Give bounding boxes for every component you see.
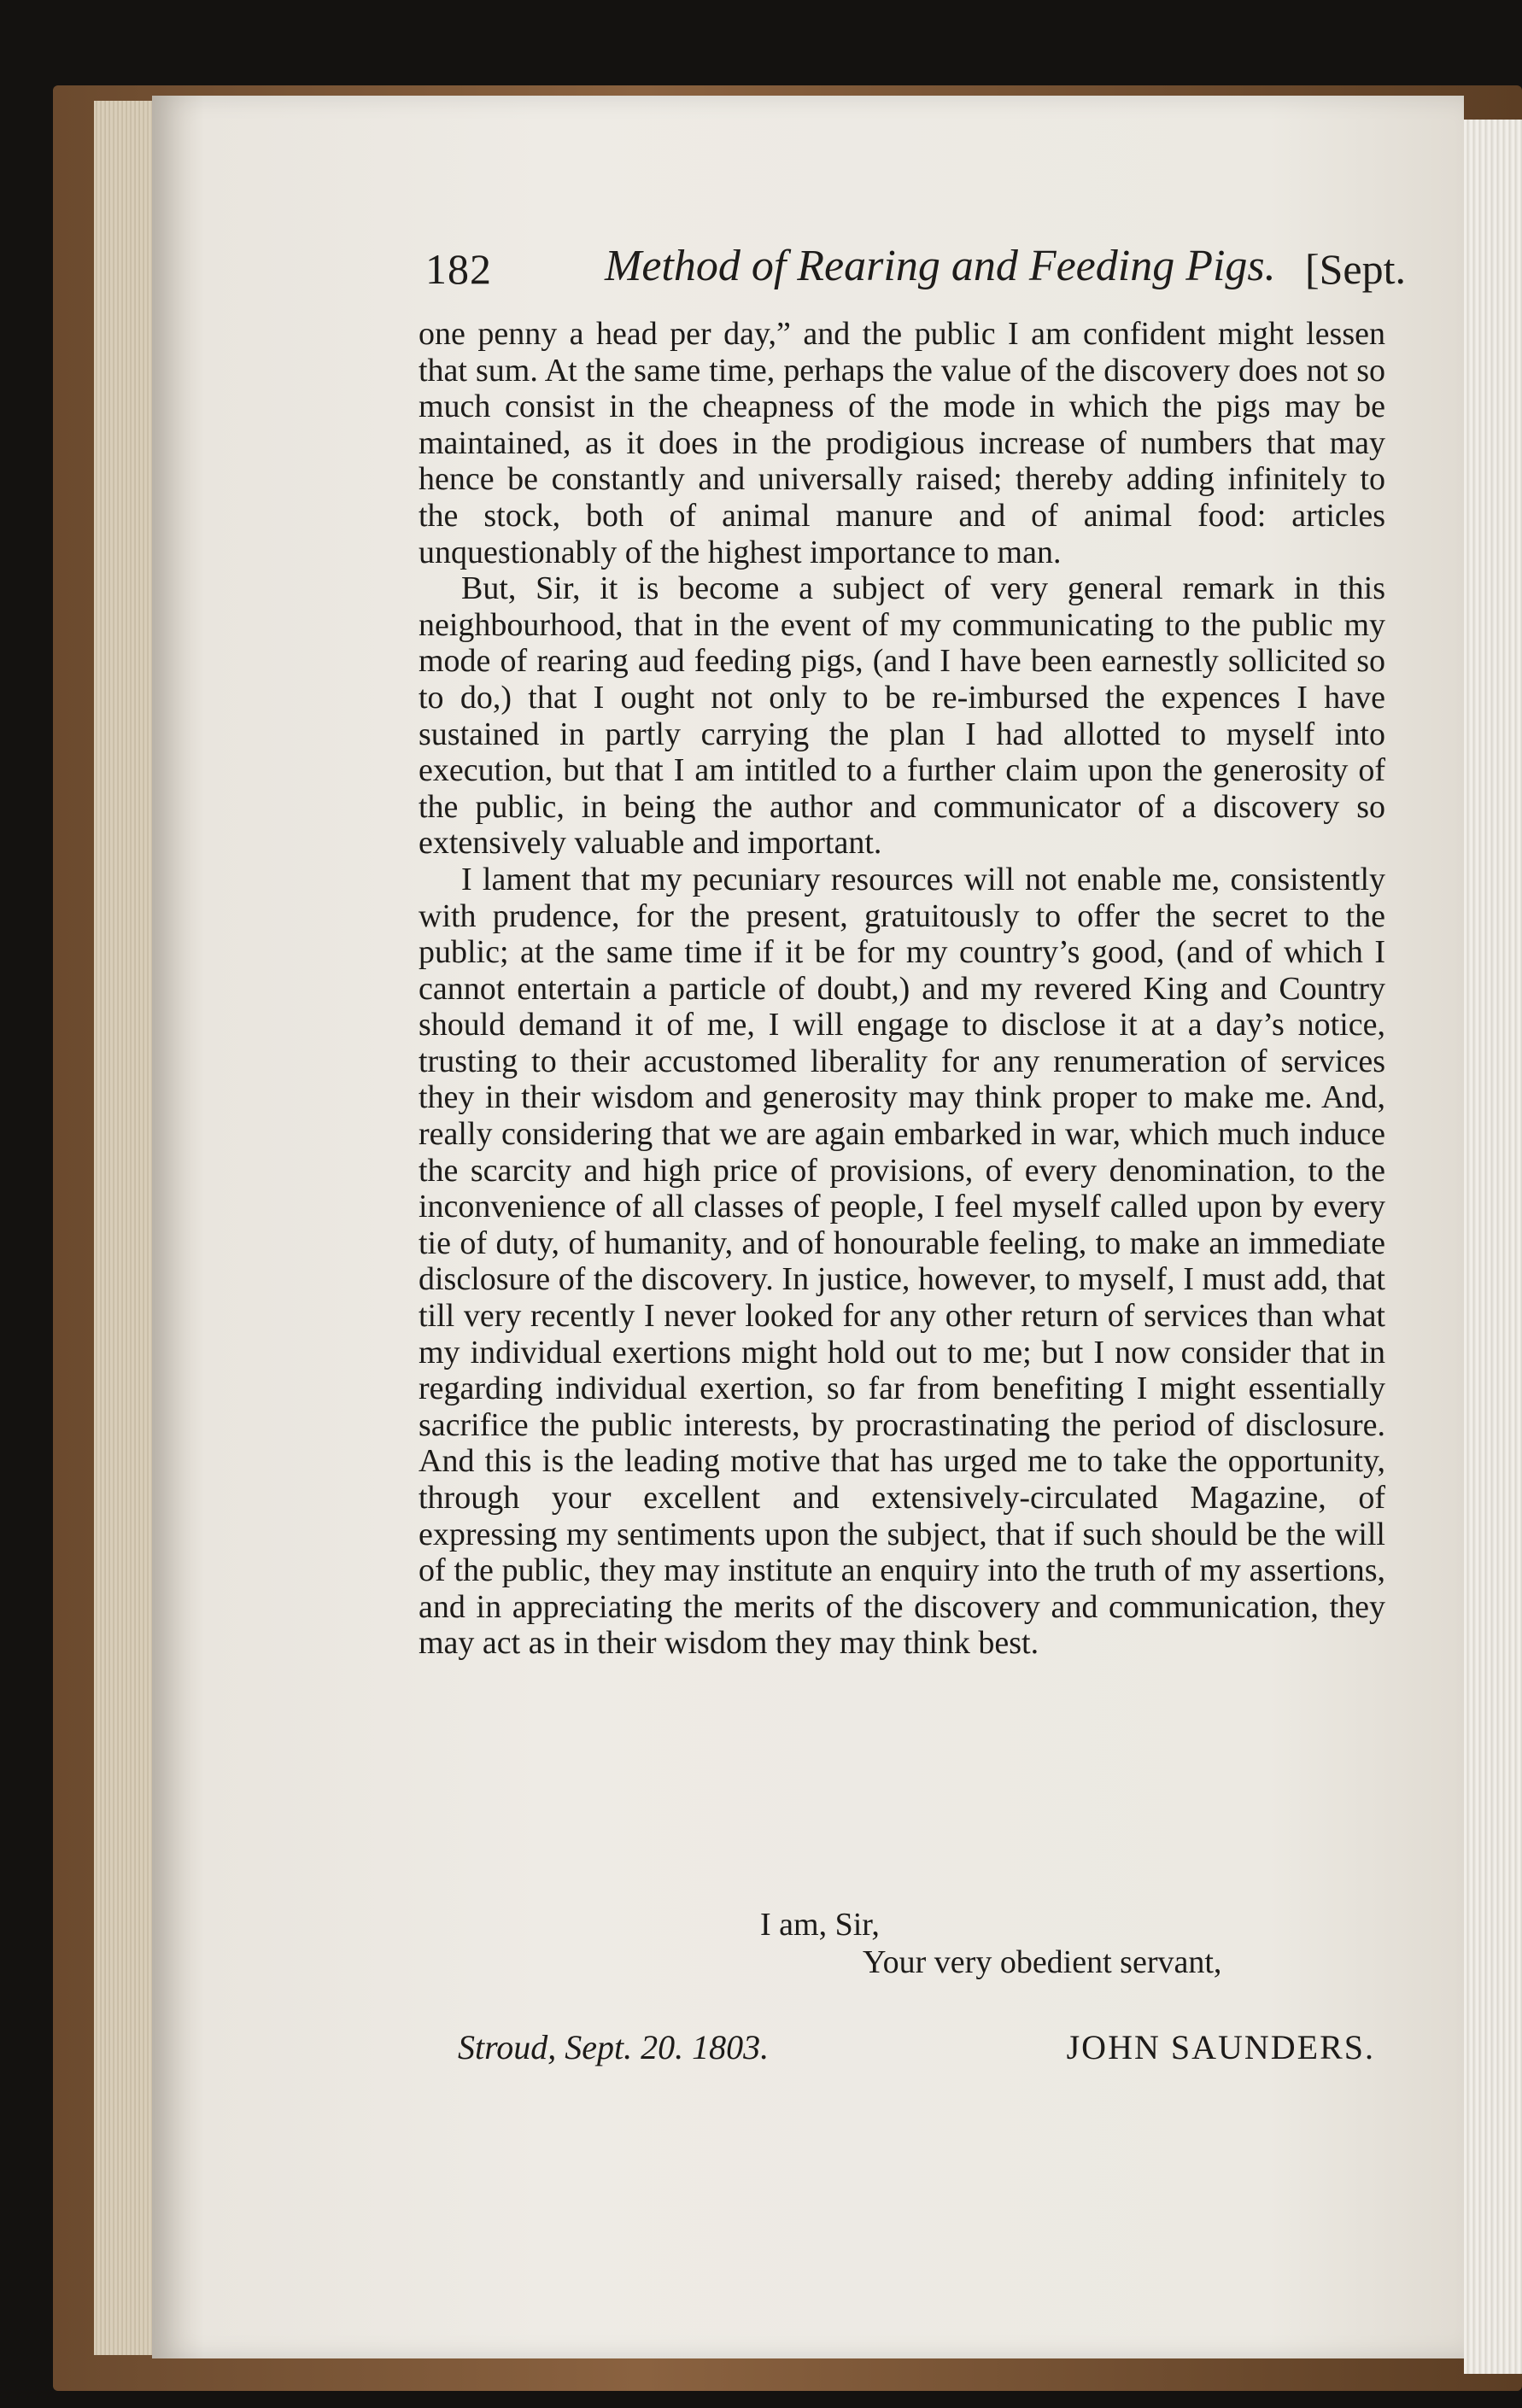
running-header [425, 241, 1406, 302]
closing-servant: Your very obedient servant, [863, 1944, 1222, 1980]
place-date: Stroud, Sept. 20. 1803. [458, 2028, 770, 2066]
letter-body [419, 316, 1385, 1662]
running-title: Method of Rearing and Feeding Pigs. [605, 242, 1276, 290]
signature-line [458, 2027, 1375, 2067]
page-number: 182 [425, 245, 492, 293]
letter-closing [419, 1906, 1385, 1981]
paragraph: one penny a head per day,” and the public I am confident might lessen that sum. At the same time, perhaps the value of the discovery does not so much consist in the cheapness of the mode in which the pigs may be maintained, as it does in the prodigious increase of numbers that may hence be constantly and universally raised; thereby adding infinitely to the stock, both of animal manure and of animal food: articles unquestionably of the highest importance to man. [419, 316, 1385, 570]
signature: JOHN SAUNDERS. [1066, 2028, 1375, 2066]
page-edges-right [1464, 120, 1522, 2374]
paragraph: But, Sir, it is become a subject of very general remark in this neighbourhood, that in the event of my communicating to the public my mode of rearing aud feeding pigs, (and I have been earnestly sollicited so to do,) that I ought not only to be re-imbursed the expences I have sustained in partly carrying the plan I had allotted to myself into execution, but that I am intitled to a further claim upon the generosity of the public, in being the author and communicator of a discovery so extensively valuable and important. [419, 570, 1385, 862]
paragraph: I lament that my pecuniary resources will not enable me, consistently with prudence, for the present, gratuitously to offer the secret to the public; at the same time if it be for my country’s good, (and of which I cannot entertain a particle of doubt,) and my revered King and Country should demand it of me, I will engage to disclose it at a day’s notice, trusting to their accustomed liberality for any renumeration of services they in their wisdom and generosity may think proper to make me. And, really considering that we are again embarked in war, which much induce the scarcity and high price of provisions, of every denomination, to the inconvenience of all classes of people, I feel myself called upon by every tie of duty, of humanity, and of honourable feeling, to make an immediate disclosure of the discovery. In justice, however, to myself, I must add, that till very recently I never looked for any other return of services than what my individual exertions might hold out to me; but I now consider that in regarding individual exertion, so far from benefiting I might essentially sacrifice the public interests, by procrastinating the period of disclosure. And this is the leading motive that has urged me to take the opportunity, through your excellent and extensively-circulated Magazine, of expressing my sentiments upon the subject, that if such should be the will of the public, they may institute an enquiry into the truth of my assertions, and in appreciating the merits of the discovery and communication, they may act as in their wisdom they may think best. [419, 861, 1385, 1662]
closing-greeting: I am, Sir, [760, 1907, 880, 1943]
month-mark: [Sept. [1304, 245, 1406, 293]
